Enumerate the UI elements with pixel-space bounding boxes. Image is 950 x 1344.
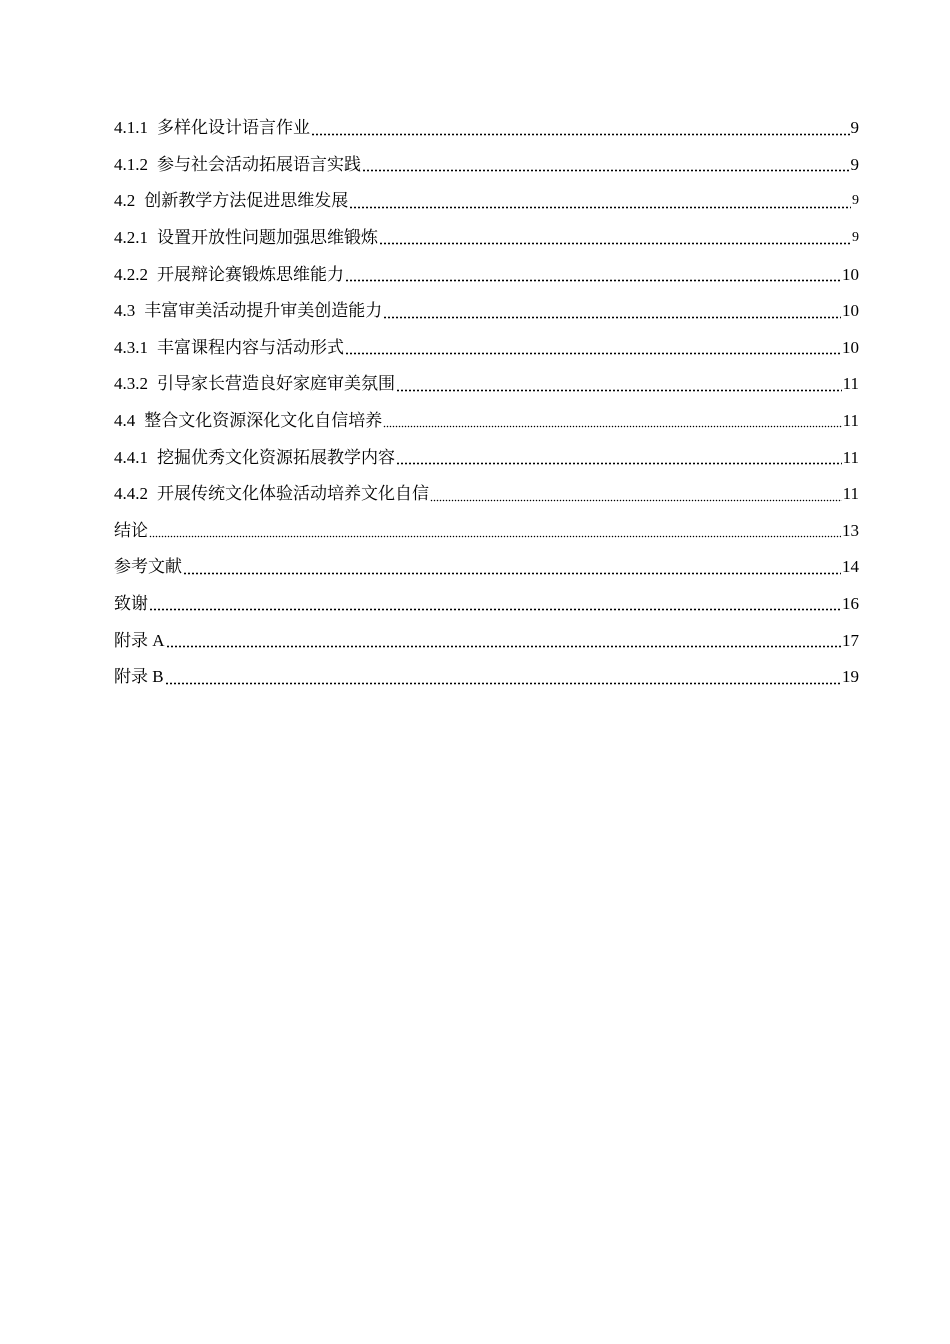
toc-entry-4-3[interactable]	[114, 293, 859, 330]
toc-entry-page: 10	[842, 337, 859, 357]
dot-leader	[345, 345, 841, 355]
toc-entry-title: 开展传统文化体验活动培养文化自信	[157, 484, 429, 504]
toc-entry-title: 参与社会活动拓展语言实践	[157, 154, 361, 174]
toc-entry-title: 多样化设计语言作业	[157, 118, 310, 138]
toc-entry-4-1-2[interactable]	[114, 147, 859, 184]
toc-entry-title: 参考文献	[114, 557, 182, 577]
dot-leader	[165, 675, 841, 685]
toc-entry-conclusion[interactable]	[114, 513, 859, 550]
toc-entry-title: 附录 B	[114, 667, 164, 687]
toc-entry-4-2-2[interactable]	[114, 256, 859, 293]
toc-entry-number: 4.2	[114, 191, 136, 211]
toc-entry-4-4-1[interactable]	[114, 439, 859, 476]
toc-entry-number: 4.2.1	[114, 228, 148, 248]
dot-leader	[149, 528, 841, 538]
toc-entry-page: 9	[852, 230, 859, 246]
dot-leader	[383, 309, 841, 319]
toc-entry-title: 整合文化资源深化文化自信培养	[144, 411, 383, 431]
toc-entry-number: 4.4.1	[114, 447, 148, 467]
toc-entry-title: 创新教学方法促进思维发展	[144, 191, 349, 211]
toc-entry-4-1-1[interactable]	[114, 110, 859, 147]
dot-leader	[396, 382, 842, 392]
dot-leader	[379, 235, 851, 245]
toc-entry-page: 10	[842, 301, 859, 321]
toc-entry-title: 挖掘优秀文化资源拓展教学内容	[157, 447, 395, 467]
toc-entry-page: 11	[842, 411, 859, 431]
toc-entry-number: 4.3	[114, 301, 136, 321]
toc-entry-appendix-b[interactable]	[114, 659, 859, 696]
toc-entry-title: 引导家长营造良好家庭审美氛围	[157, 374, 395, 394]
toc-entry-number: 4.1.1	[114, 118, 148, 138]
table-of-contents	[114, 110, 859, 696]
toc-entry-number: 4.4	[114, 411, 136, 431]
dot-leader	[166, 638, 841, 648]
dot-leader	[349, 199, 851, 209]
toc-entry-number: 4.3.2	[114, 374, 148, 394]
toc-entry-page: 17	[842, 630, 859, 650]
toc-entry-title: 丰富审美活动提升审美创造能力	[144, 301, 383, 321]
toc-entry-number: 4.1.2	[114, 154, 148, 174]
dot-leader	[383, 418, 841, 428]
toc-entry-page: 11	[842, 374, 859, 394]
toc-entry-4-4-2[interactable]	[114, 476, 859, 513]
toc-entry-page: 13	[842, 520, 859, 540]
toc-entry-page: 14	[842, 557, 859, 577]
toc-entry-title: 附录 A	[114, 630, 165, 650]
toc-entry-4-3-1[interactable]	[114, 330, 859, 367]
toc-entry-title: 设置开放性问题加强思维锻炼	[157, 228, 378, 248]
toc-entry-4-4[interactable]	[114, 403, 859, 440]
toc-entry-page: 16	[842, 594, 859, 614]
dot-leader	[430, 492, 842, 502]
toc-entry-appendix-a[interactable]	[114, 622, 859, 659]
toc-entry-page: 9	[852, 193, 859, 209]
dot-leader	[345, 272, 841, 282]
toc-entry-page: 9	[850, 118, 859, 138]
dot-leader	[362, 162, 850, 172]
toc-entry-4-3-2[interactable]	[114, 366, 859, 403]
dot-leader	[183, 565, 841, 575]
toc-entry-page: 19	[842, 667, 859, 687]
toc-entry-title: 致谢	[114, 594, 148, 614]
toc-entry-title: 丰富课程内容与活动形式	[157, 337, 344, 357]
toc-entry-title: 开展辩论赛锻炼思维能力	[157, 264, 344, 284]
dot-leader	[149, 601, 841, 611]
toc-entry-page: 10	[842, 264, 859, 284]
dot-leader	[396, 455, 842, 465]
toc-entry-title: 结论	[114, 520, 148, 540]
toc-entry-page: 11	[842, 484, 859, 504]
toc-entry-number: 4.2.2	[114, 264, 148, 284]
toc-entry-page: 9	[850, 154, 859, 174]
toc-entry-acknowledgements[interactable]	[114, 586, 859, 623]
toc-entry-number: 4.4.2	[114, 484, 148, 504]
toc-entry-page: 11	[842, 447, 859, 467]
dot-leader	[311, 126, 850, 136]
toc-entry-4-2-1[interactable]	[114, 220, 859, 257]
toc-entry-4-2[interactable]	[114, 183, 859, 220]
toc-entry-references[interactable]	[114, 549, 859, 586]
toc-entry-number: 4.3.1	[114, 337, 148, 357]
